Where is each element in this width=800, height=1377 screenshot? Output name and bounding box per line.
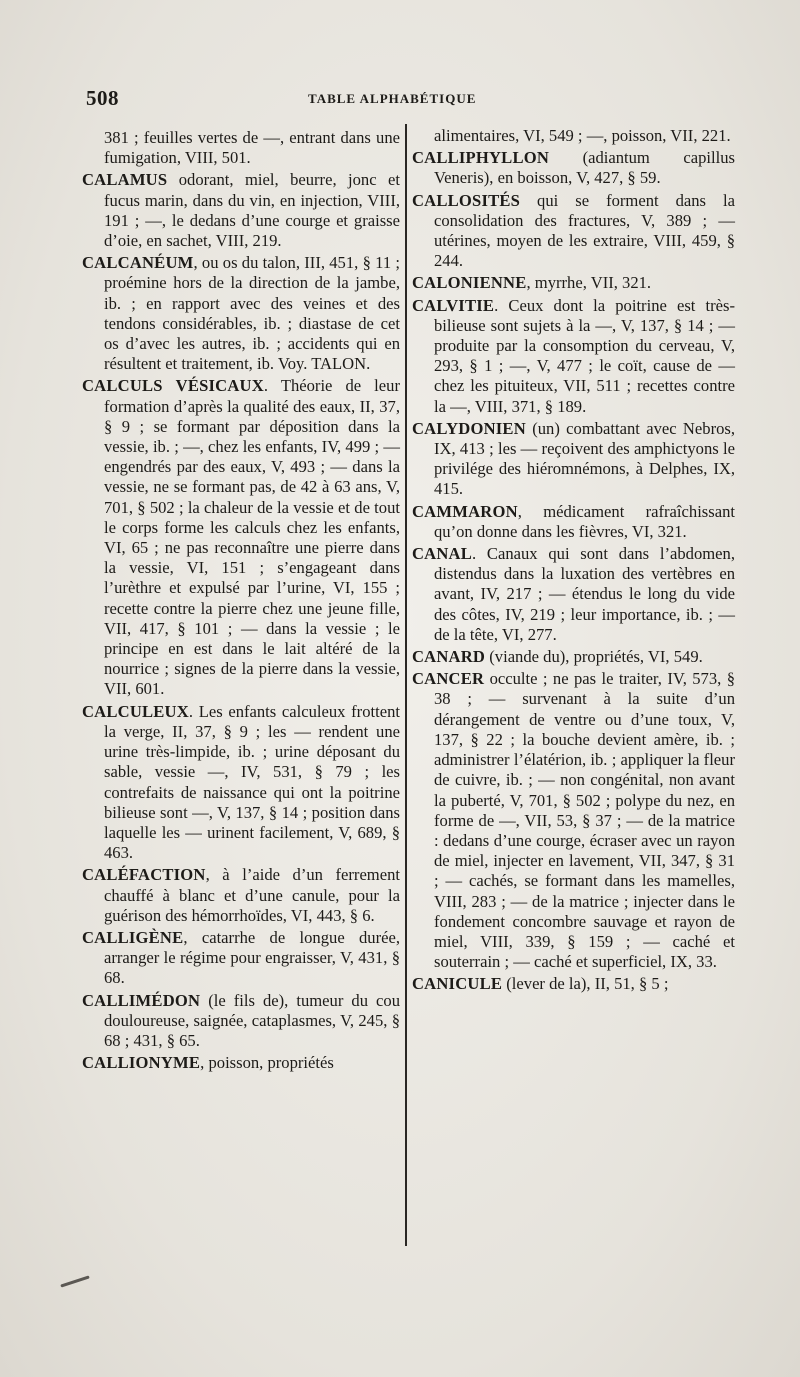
index-entry: CALÉFACTION, à l’aide d’un ferrement chauffé à blanc et d’une canule, pour la guérison des hémorrhoïdes, VI, 443, § 6. (82, 865, 400, 925)
page-number: 508 (86, 86, 119, 110)
index-entry: CALYDONIEN (un) combattant avec Nebros, IX, 413 ; les — reçoivent des amphictyons le privilége des hiéromnémons, à Delphes, IX, 415. (412, 418, 735, 499)
entry-headword: CALAMUS (82, 170, 168, 190)
index-entry: CANARD (viande du), propriétés, VI, 549. (412, 647, 703, 667)
page-header (86, 86, 746, 110)
index-entry: CALONIENNE, myrrhe, VII, 321. (412, 273, 652, 293)
entry-headword: CALLIPHYLLON (412, 148, 550, 168)
entry-headword: CANICULE (412, 974, 503, 994)
entry-headword: CALLIMÉDON (82, 990, 201, 1010)
index-entry: CALLIPHYLLON (adiantum capillus Veneris), en boisson, V, 427, § 59. (412, 148, 735, 188)
index-entry: CALLIONYME, poisson, propriétés (82, 1053, 334, 1073)
entry-headword: CANARD (412, 647, 486, 667)
entry-headword: CALLOSITÉS (412, 190, 521, 210)
index-entry: CALCANÉUM, ou os du talon, III, 451, § 11 ; proémine hors de la direction de la jambe, ib. ; en rapport avec des veines et des tendons considérables, ib. ; diastase de cet os d’avec les autres, ib. ; accidents qui en résultent et traitement, ib. Voy. TALON. (82, 253, 400, 374)
entry-headword: CALVITIE (412, 295, 495, 315)
index-entry: CAMMARON, médicament rafraîchissant qu’on donne dans les fièvres, VI, 321. (412, 501, 735, 541)
index-entry: CALCULS VÉSICAUX. Théorie de leur formation d’après la qualité des eaux, II, 37, § 9 ; se formant par déposition dans la vessie, ib. ; —, chez les enfants, IV, 499 ; — engendrés par des eaux, V, 493 ; — dans la vessie, ne se formant pas, de 42 à 63 ans, V, 701, § 502 ; la chaleur de la vessie et de tout le corps forme les calculs chez les enfants, VI, 65 ; ne pas reconnaître une pierre dans la vessie, VI, 151 ; s’engageant dans l’urèthre et expulsé par l’urine, VI, 155 ; recette contre la pierre chez une jeune fille, VII, 417, § 101 ; — dans la vessie ; le principe en est dans le lait altéré de la nourrice ; signes de la pierre dans la vessie, VII, 601. (82, 376, 400, 699)
entry-headword: CALLIGÈNE (82, 927, 184, 947)
entry-headword: CANAL (412, 544, 473, 564)
entry-headword: CALCULS VÉSICAUX (82, 376, 264, 396)
ink-mark (60, 1275, 89, 1287)
entry-headword: CALCULEUX (82, 701, 189, 721)
index-entry: alimentaires, VI, 549 ; —, poisson, VII, 221. (434, 126, 731, 145)
index-entry: CANAL. Canaux qui sont dans l’abdomen, distendus dans la luxation des vertèbres en avant, IV, 217 ; — étendus le long du vide des côtes, IV, 219 ; leur importance, ib. ; — de la tête, VI, 277. (412, 544, 735, 644)
running-head: TABLE ALPHABÉTIQUE (308, 91, 477, 106)
entry-headword: CAMMARON (412, 501, 518, 521)
entry-headword: CALLIONYME (82, 1053, 201, 1073)
right-column (412, 126, 735, 997)
index-entry: CALAMUS odorant, miel, beurre, jonc et fucus marin, dans du vin, en injection, VIII, 191 ; —, le dedans d’une courge et graisse d’oie, en sachet, VIII, 219. (82, 170, 400, 251)
entry-headword: CALONIENNE (412, 273, 527, 293)
left-column (82, 128, 400, 1075)
index-entry: CALVITIE. Ceux dont la poitrine est très-bilieuse sont sujets à la —, V, 137, § 14 ; — produite par la consomption du cerveau, V, 293, § 1 ; —, V, 477 ; le coït, cause de — chez les pituiteux, VII, 511 ; recettes contre la —, VIII, 371, § 189. (412, 295, 735, 416)
index-entry: CALLOSITÉS qui se forment dans la consolidation des fractures, V, 389 ; — utérines, moyen de les extraire, VIII, 459, § 244. (412, 190, 735, 271)
entry-headword: CANCER (412, 669, 485, 689)
entry-headword: CALYDONIEN (412, 418, 526, 438)
index-entry: CALLIMÉDON (le fils de), tumeur du cou douloureuse, saignée, cataplasmes, V, 245, § 68 ; 431, § 65. (82, 990, 400, 1050)
index-entry: 381 ; feuilles vertes de —, entrant dans une fumigation, VIII, 501. (104, 128, 400, 168)
index-entry: CALLIGÈNE, catarrhe de longue durée, arranger le régime pour engraisser, V, 431, § 68. (82, 927, 400, 988)
entry-headword: CALCANÉUM (82, 253, 194, 273)
index-entry: CALCULEUX. Les enfants calculeux frottent la verge, II, 37, § 9 ; les — rendent une urine très-limpide, ib. ; urine déposant du sable, vessie —, IV, 531, § 79 ; les contrefaits de naissance qui ont la poitrine bilieuse sont —, V, 137, § 14 ; position dans laquelle les — urinent facilement, V, 689, § 463. (82, 701, 400, 863)
entry-headword: CALÉFACTION (82, 865, 206, 885)
index-entry: CANICULE (lever de la), II, 51, § 5 ; (412, 974, 669, 994)
index-entry: CANCER occulte ; ne pas le traiter, IV, 573, § 38 ; — survenant à la suite d’un dérangement de ventre ou d’une toux, V, 137, § 22 ; la bouche devient amère, ib. ; administrer l’élatérion, ib. ; appliquer la fleur de cuivre, ib. ; — non congénital, non avant la puberté, V, 701, § 502 ; polype du nez, en forme de —, VII, 53, § 37 ; — de la matrice : dedans d’une courge, écraser avec un rayon de miel, injecter en lavement, VII, 347, § 31 ; — cachés, se formant dans les mamelles, VIII, 283 ; — de la matrice ; injecter dans le fondement concombre sauvage et rayon de miel, VIII, 339, § 159 ; — caché et souterrain ; — caché et superficiel, IX, 33. (412, 669, 735, 972)
column-rule (405, 124, 407, 1246)
